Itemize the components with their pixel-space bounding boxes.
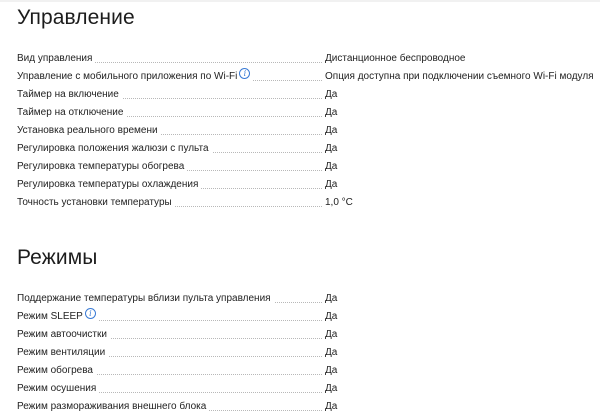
spec-row-dehumidify bbox=[17, 380, 600, 398]
spec-value: Да bbox=[325, 383, 338, 394]
spec-value: Да bbox=[325, 107, 338, 118]
spec-row-defrost bbox=[17, 398, 600, 416]
spec-row-heating bbox=[17, 362, 600, 380]
spec-label: Регулировка положения жалюзи с пульта bbox=[17, 143, 212, 154]
spec-row-remote-temp bbox=[17, 290, 600, 308]
spec-value: Да bbox=[325, 293, 338, 304]
spec-label: Поддержание температуры вблизи пульта управления bbox=[17, 293, 274, 304]
spec-label: Вид управления bbox=[17, 53, 95, 64]
spec-label: Точность установки температуры bbox=[17, 197, 175, 208]
info-icon[interactable]: i bbox=[239, 68, 250, 79]
spec-label: Таймер на отключение bbox=[17, 107, 126, 118]
spec-value: Да bbox=[325, 143, 338, 154]
spec-row-control-type bbox=[17, 50, 600, 68]
spec-label: Установка реального времени bbox=[17, 125, 161, 136]
top-divider bbox=[0, 0, 600, 2]
spec-value: Да bbox=[325, 125, 338, 136]
spec-value: Да bbox=[325, 179, 338, 190]
spec-list-modes bbox=[17, 290, 600, 416]
spec-row-temp-accuracy bbox=[17, 194, 600, 212]
spec-row-self-clean bbox=[17, 326, 600, 344]
spec-label: Режим осушения bbox=[17, 383, 99, 394]
section-title-modes: Режимы bbox=[17, 246, 98, 269]
spec-row-sleep bbox=[17, 308, 600, 326]
spec-label: Регулировка температуры охлаждения bbox=[17, 179, 201, 190]
spec-label: Режим обогрева bbox=[17, 365, 96, 376]
spec-value: Да bbox=[325, 311, 338, 322]
spec-value: Да bbox=[325, 161, 338, 172]
spec-label: Управление с мобильного приложения по Wi-Fi bbox=[17, 71, 238, 82]
spec-value: Дистанционное беспроводное bbox=[325, 53, 466, 64]
spec-row-timer-on bbox=[17, 86, 600, 104]
spec-label: Таймер на включение bbox=[17, 89, 122, 100]
spec-label: Режим вентиляции bbox=[17, 347, 108, 358]
spec-label: Режим размораживания внешнего блока bbox=[17, 401, 209, 412]
section-title-control: Управление bbox=[17, 6, 135, 29]
spec-label: Регулировка температуры обогрева bbox=[17, 161, 187, 172]
spec-row-heating-temp bbox=[17, 158, 600, 176]
info-icon[interactable]: i bbox=[85, 308, 96, 319]
spec-value: Опция доступна при подключении съемного Wi-Fi модуля bbox=[325, 71, 594, 82]
spec-row-louver-remote bbox=[17, 140, 600, 158]
spec-row-real-time bbox=[17, 122, 600, 140]
spec-list-control bbox=[17, 50, 600, 212]
spec-value: 1,0 °C bbox=[325, 197, 353, 208]
spec-row-timer-off bbox=[17, 104, 600, 122]
spec-label: Режим SLEEP bbox=[17, 311, 83, 322]
spec-row-wifi-app bbox=[17, 68, 600, 86]
spec-value: Да bbox=[325, 365, 338, 376]
spec-value: Да bbox=[325, 347, 338, 358]
spec-label: Режим автоочистки bbox=[17, 329, 110, 340]
spec-value: Да bbox=[325, 329, 338, 340]
spec-row-ventilation bbox=[17, 344, 600, 362]
spec-value: Да bbox=[325, 89, 338, 100]
spec-row-cooling-temp bbox=[17, 176, 600, 194]
spec-value: Да bbox=[325, 401, 338, 412]
